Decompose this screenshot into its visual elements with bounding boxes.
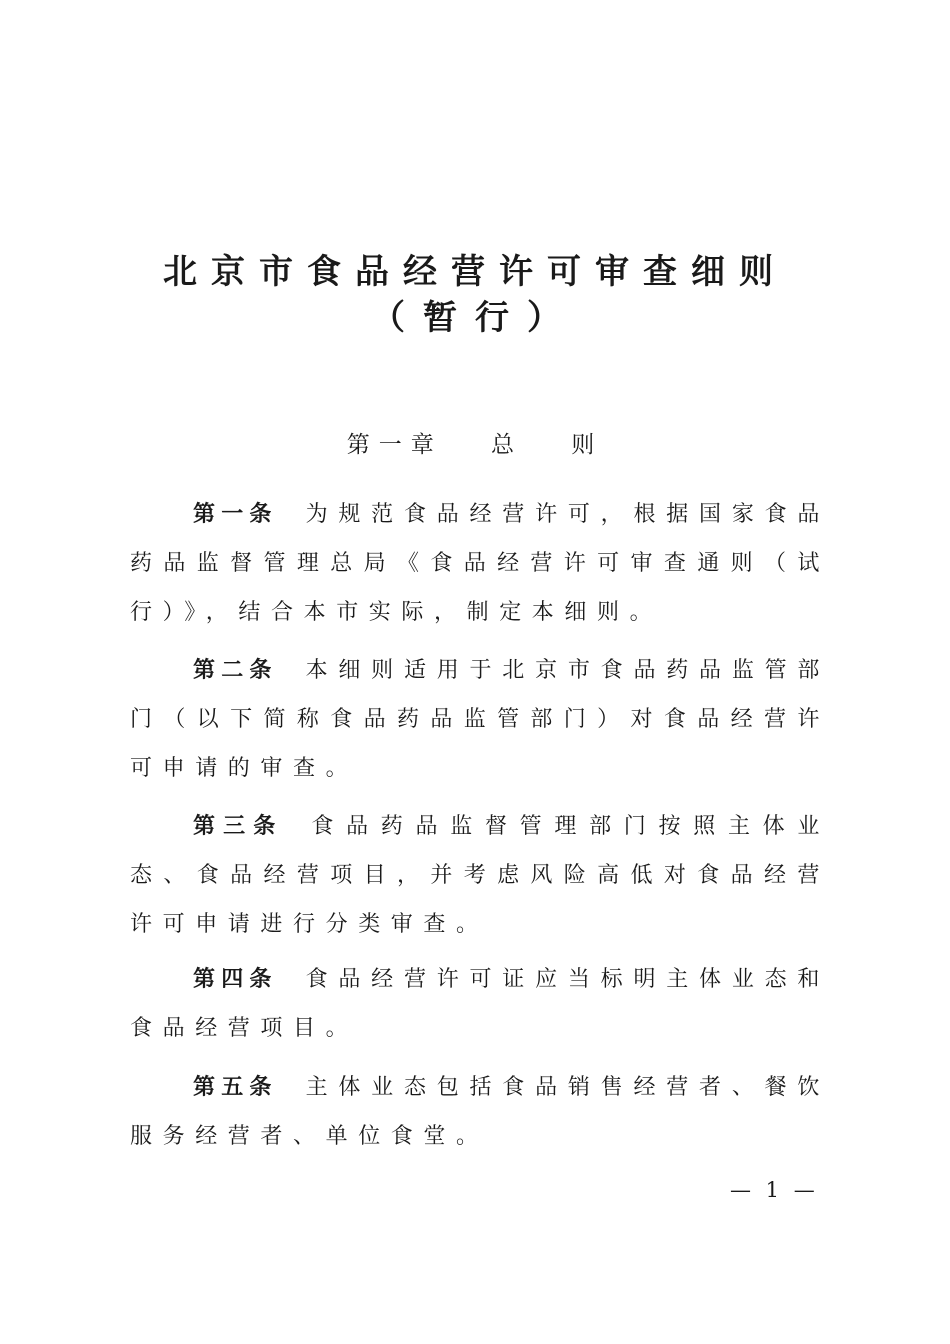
- document-title: 北京市食品经营许可审查细则: [163, 252, 787, 292]
- chapter-heading: 第一章 总 则: [346, 432, 604, 458]
- article-number: 第一条: [193, 502, 278, 527]
- article-3: [130, 802, 830, 949]
- article-text: 为规范食品经营许可，根据国家食品药品监督管理总局《食品经营许可审查通则（试行）》，结合本市实际，制定本细则。: [130, 502, 830, 625]
- article-2: [130, 646, 830, 793]
- article-5: [130, 1063, 830, 1161]
- article-number: 第五条: [193, 1075, 278, 1100]
- article-4: [130, 955, 830, 1053]
- article-1: [130, 490, 830, 637]
- article-text: 食品药品监督管理部门按照主体业态、食品经营项目，并考虑风险高低对食品经营许可申请进行分类审查。: [130, 814, 830, 937]
- article-number: 第四条: [193, 967, 278, 992]
- article-number: 第三条: [193, 814, 284, 839]
- document-subtitle: （暂行）: [371, 298, 579, 338]
- article-text: 本细则适用于北京市食品药品监管部门（以下简称食品药品监管部门）对食品经营许可申请的审查。: [130, 658, 830, 781]
- article-text: 食品经营许可证应当标明主体业态和食品经营项目。: [130, 967, 830, 1041]
- page-number: — 1 —: [730, 1178, 819, 1202]
- article-text: 主体业态包括食品销售经营者、餐饮服务经营者、单位食堂。: [130, 1075, 830, 1149]
- article-number: 第二条: [193, 658, 278, 683]
